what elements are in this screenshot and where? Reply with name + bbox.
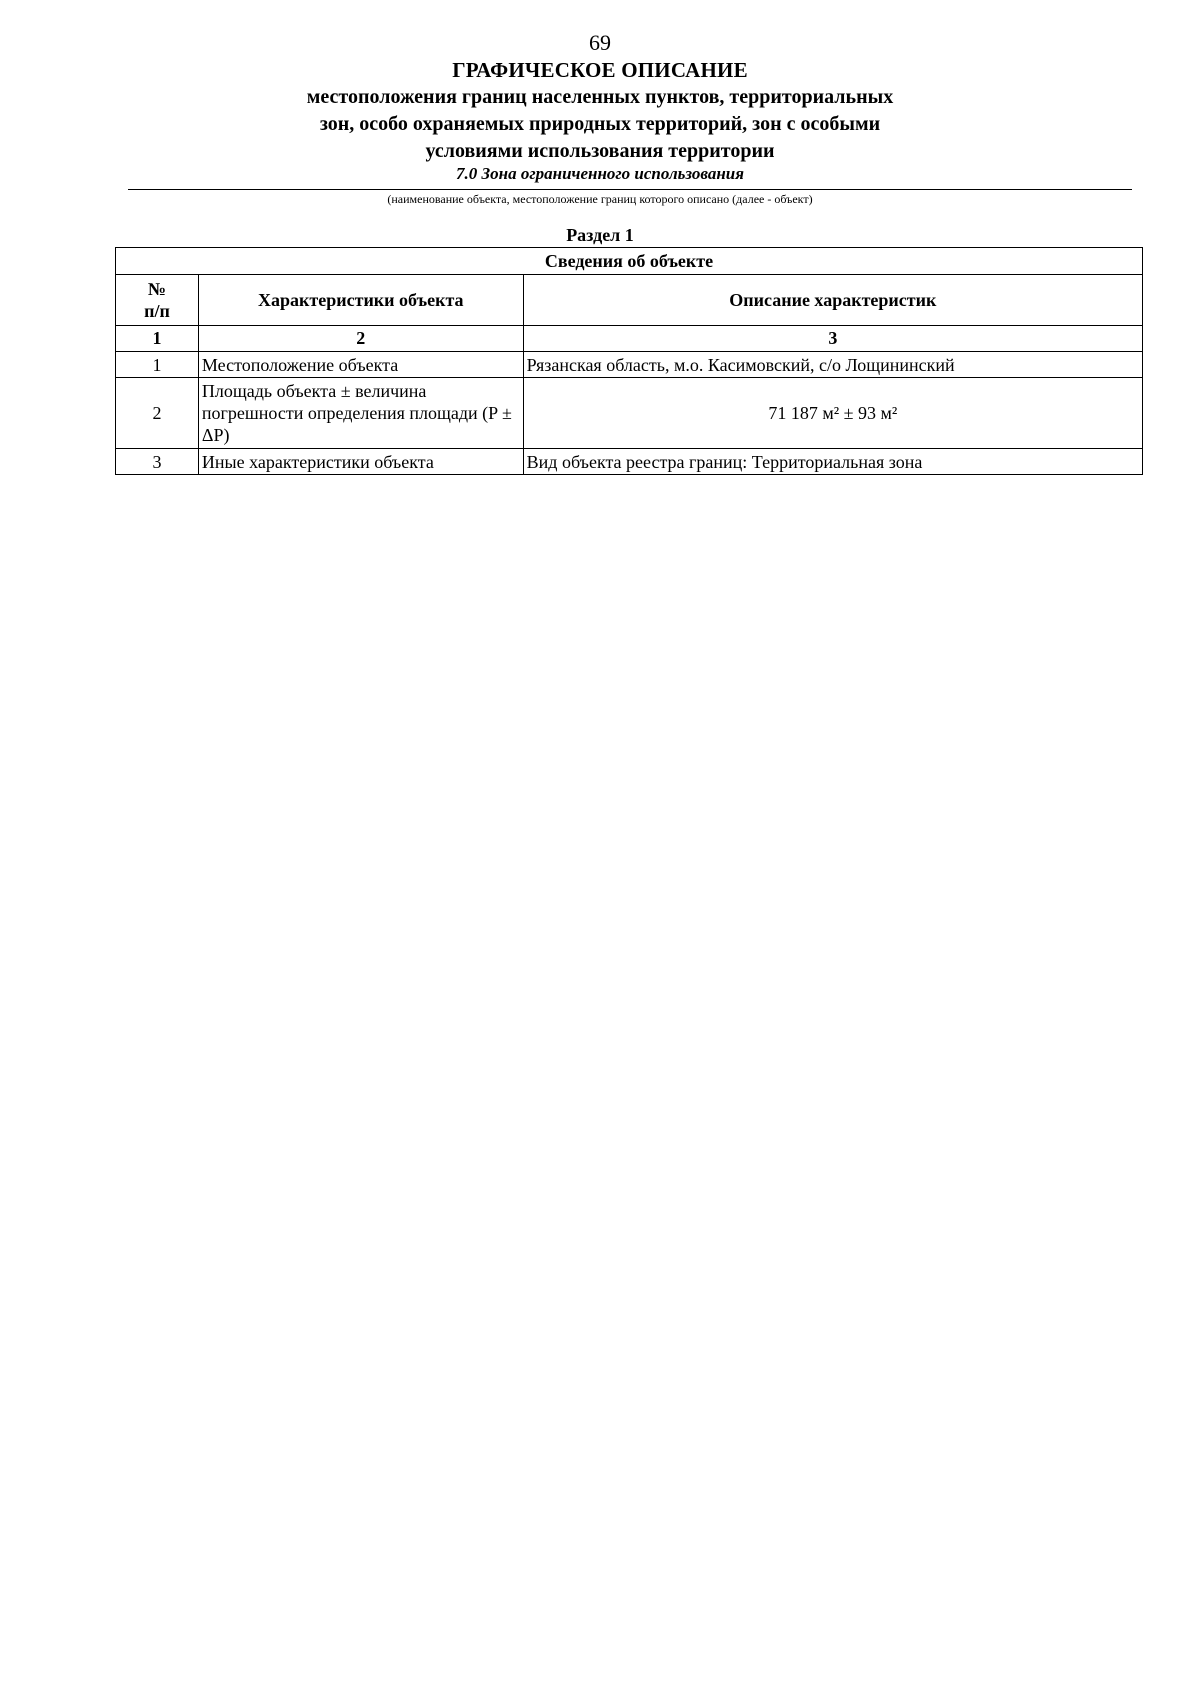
row-number: 1 [116,352,199,378]
page-number: 69 [589,30,611,55]
column-number: 2 [198,326,523,352]
object-name: 7.0 Зона ограниченного использования [456,164,744,183]
document-subtitle [0,84,1200,165]
row-description: 71 187 м² ± 93 м² [523,378,1142,449]
row-characteristic: Местоположение объекта [198,352,523,378]
column-number: 1 [116,326,199,352]
object-caption: (наименование объекта, местоположение границ которого описано (далее - объект) [387,192,813,206]
header-number-line2: п/п [144,301,170,321]
subtitle-line: условиями использования территории [425,140,775,162]
subtitle-line: зон, особо охраняемых природных территорий, зон с особыми [319,113,881,135]
row-number: 2 [116,378,199,449]
row-characteristic: Иные характеристики объекта [198,449,523,475]
table-caption-row [116,248,1143,275]
object-info-table [115,247,1143,475]
header-characteristic: Характеристики объекта [198,275,523,326]
subtitle-line: местоположения границ населенных пунктов, территориальных [306,86,894,108]
row-description: Рязанская область, м.о. Касимовский, с/о Лощининский [523,352,1142,378]
column-number: 3 [523,326,1142,352]
header-number-line1: № [147,279,166,299]
section-title: Раздел 1 [566,225,634,245]
table-row [116,352,1143,378]
header-number [116,275,199,326]
header-description: Описание характеристик [523,275,1142,326]
row-characteristic: Площадь объекта ± величина погрешности определения площади (P ± ΔP) [198,378,523,449]
table-row [116,378,1143,449]
column-numbers-row [116,326,1143,352]
table-row [116,449,1143,475]
object-name-underline [128,189,1132,190]
row-description: Вид объекта реестра границ: Территориальная зона [523,449,1142,475]
document-title: ГРАФИЧЕСКОЕ ОПИСАНИЕ [452,58,748,82]
table-caption: Сведения об объекте [116,248,1143,275]
row-number: 3 [116,449,199,475]
table-header-row [116,275,1143,326]
